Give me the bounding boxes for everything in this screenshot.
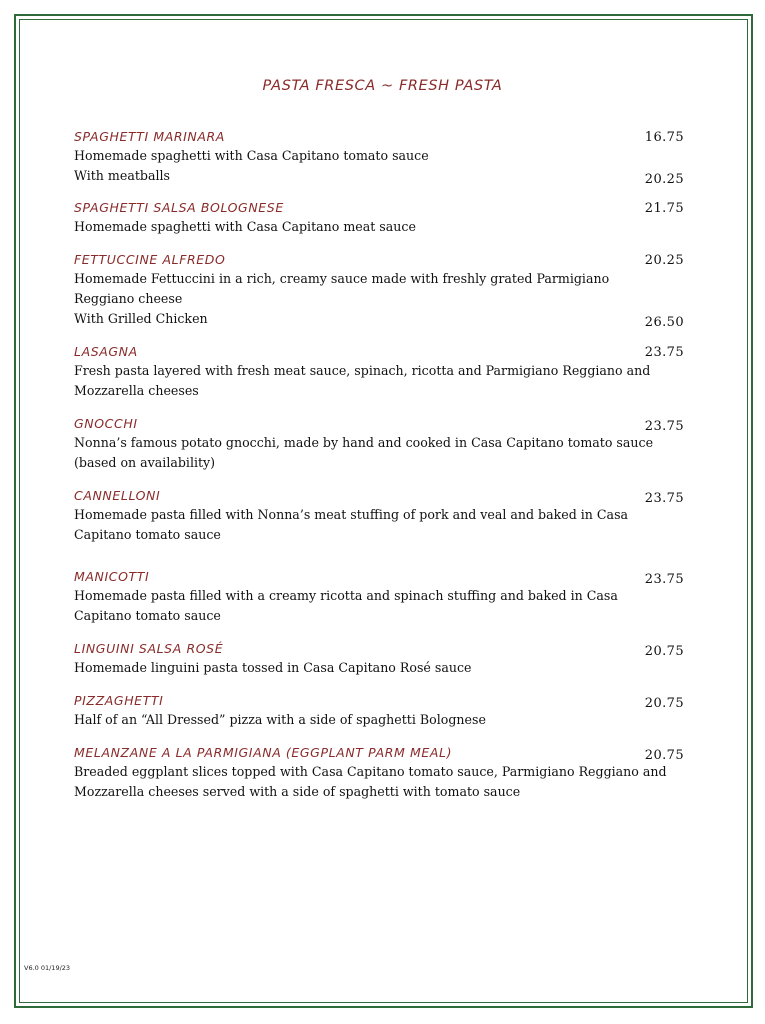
menu-item-name: SPAGHETTI SALSA BOLOGNESE [74,200,284,215]
menu-item-name: LASAGNA [74,344,138,359]
menu-item-cannelloni [74,487,684,545]
menu-item-price: 20.75 [644,644,684,659]
menu-item-pizzaghetti [74,692,684,730]
menu-item-description: Breaded eggplant slices topped with Casa Capitano tomato sauce, Parmigiano Reggiano and Mozzarella cheeses served with a side of spaghetti with tomato sauce [74,764,667,799]
menu-item-name: GNOCCHI [74,416,138,431]
menu-item-lasagna [74,343,684,401]
menu-item-price: 16.75 [644,130,684,145]
menu-item-price: 21.75 [644,201,684,216]
menu-item-option-price: 20.25 [644,172,684,187]
menu-item-option [74,309,684,331]
menu-item-name: PIZZAGHETTI [74,693,164,708]
menu-item-description: Homemade pasta filled with a creamy ricotta and spinach stuffing and baked in Casa Capitano tomato sauce [74,588,618,623]
menu-item-linguini-rose [74,640,684,678]
menu-item-name: MANICOTTI [74,569,150,584]
menu-item-option-label: With meatballs [74,168,170,183]
menu-item-option-price: 26.50 [644,315,684,330]
menu-section-title: PASTA FRESCA ~ FRESH PASTA [262,78,503,94]
menu-item-description: Homemade Fettuccini in a rich, creamy sauce made with freshly grated Parmigiano Reggiano cheese [74,271,610,306]
menu-item-name: CANNELLONI [74,488,161,503]
menu-item-price: 23.75 [644,491,684,506]
menu-item-description: Homemade linguini pasta tossed in Casa Capitano Rosé sauce [74,660,472,675]
menu-item-price: 23.75 [644,419,684,434]
menu-item-manicotti [74,568,684,626]
menu-item-fettuccine-alfredo [74,251,684,331]
menu-item-price: 20.75 [644,696,684,711]
menu-item-option-label: With Grilled Chicken [74,311,208,326]
menu-item-price: 20.75 [644,748,684,763]
menu-item-description: Nonna’s famous potato gnocchi, made by hand and cooked in Casa Capitano tomato sauce (based on availability) [74,435,654,470]
menu-item-name: LINGUINI SALSA ROSÉ [74,641,224,656]
menu-item-name: FETTUCCINE ALFREDO [74,252,226,267]
menu-item-melanzane-parmigiana [74,744,684,802]
menu-item-name: MELANZANE A LA PARMIGIANA (EGGPLANT PARM MEAL) [74,745,453,760]
menu-item-description: Homemade spaghetti with Casa Capitano tomato sauce [74,148,429,163]
menu-item-price: 23.75 [644,345,684,360]
menu-item-gnocchi [74,415,684,473]
menu-item-name: SPAGHETTI MARINARA [74,129,225,144]
version-stamp: V6.0 01/19/23 [24,964,71,972]
menu-item-description: Half of an “All Dressed” pizza with a side of spaghetti Bolognese [74,712,486,727]
menu-item-description: Homemade pasta filled with Nonna’s meat stuffing of pork and veal and baked in Casa Capitano tomato sauce [74,507,629,542]
menu-item-price: 20.25 [644,253,684,268]
menu-item-description: Fresh pasta layered with fresh meat sauce, spinach, ricotta and Parmigiano Reggiano and Mozzarella cheeses [74,363,651,398]
menu-item-description: Homemade spaghetti with Casa Capitano meat sauce [74,219,416,234]
menu-item-spaghetti-marinara [74,128,684,188]
menu-item-price: 23.75 [644,572,684,587]
menu-item-option [74,166,684,188]
menu-item-spaghetti-bolognese [74,199,684,237]
